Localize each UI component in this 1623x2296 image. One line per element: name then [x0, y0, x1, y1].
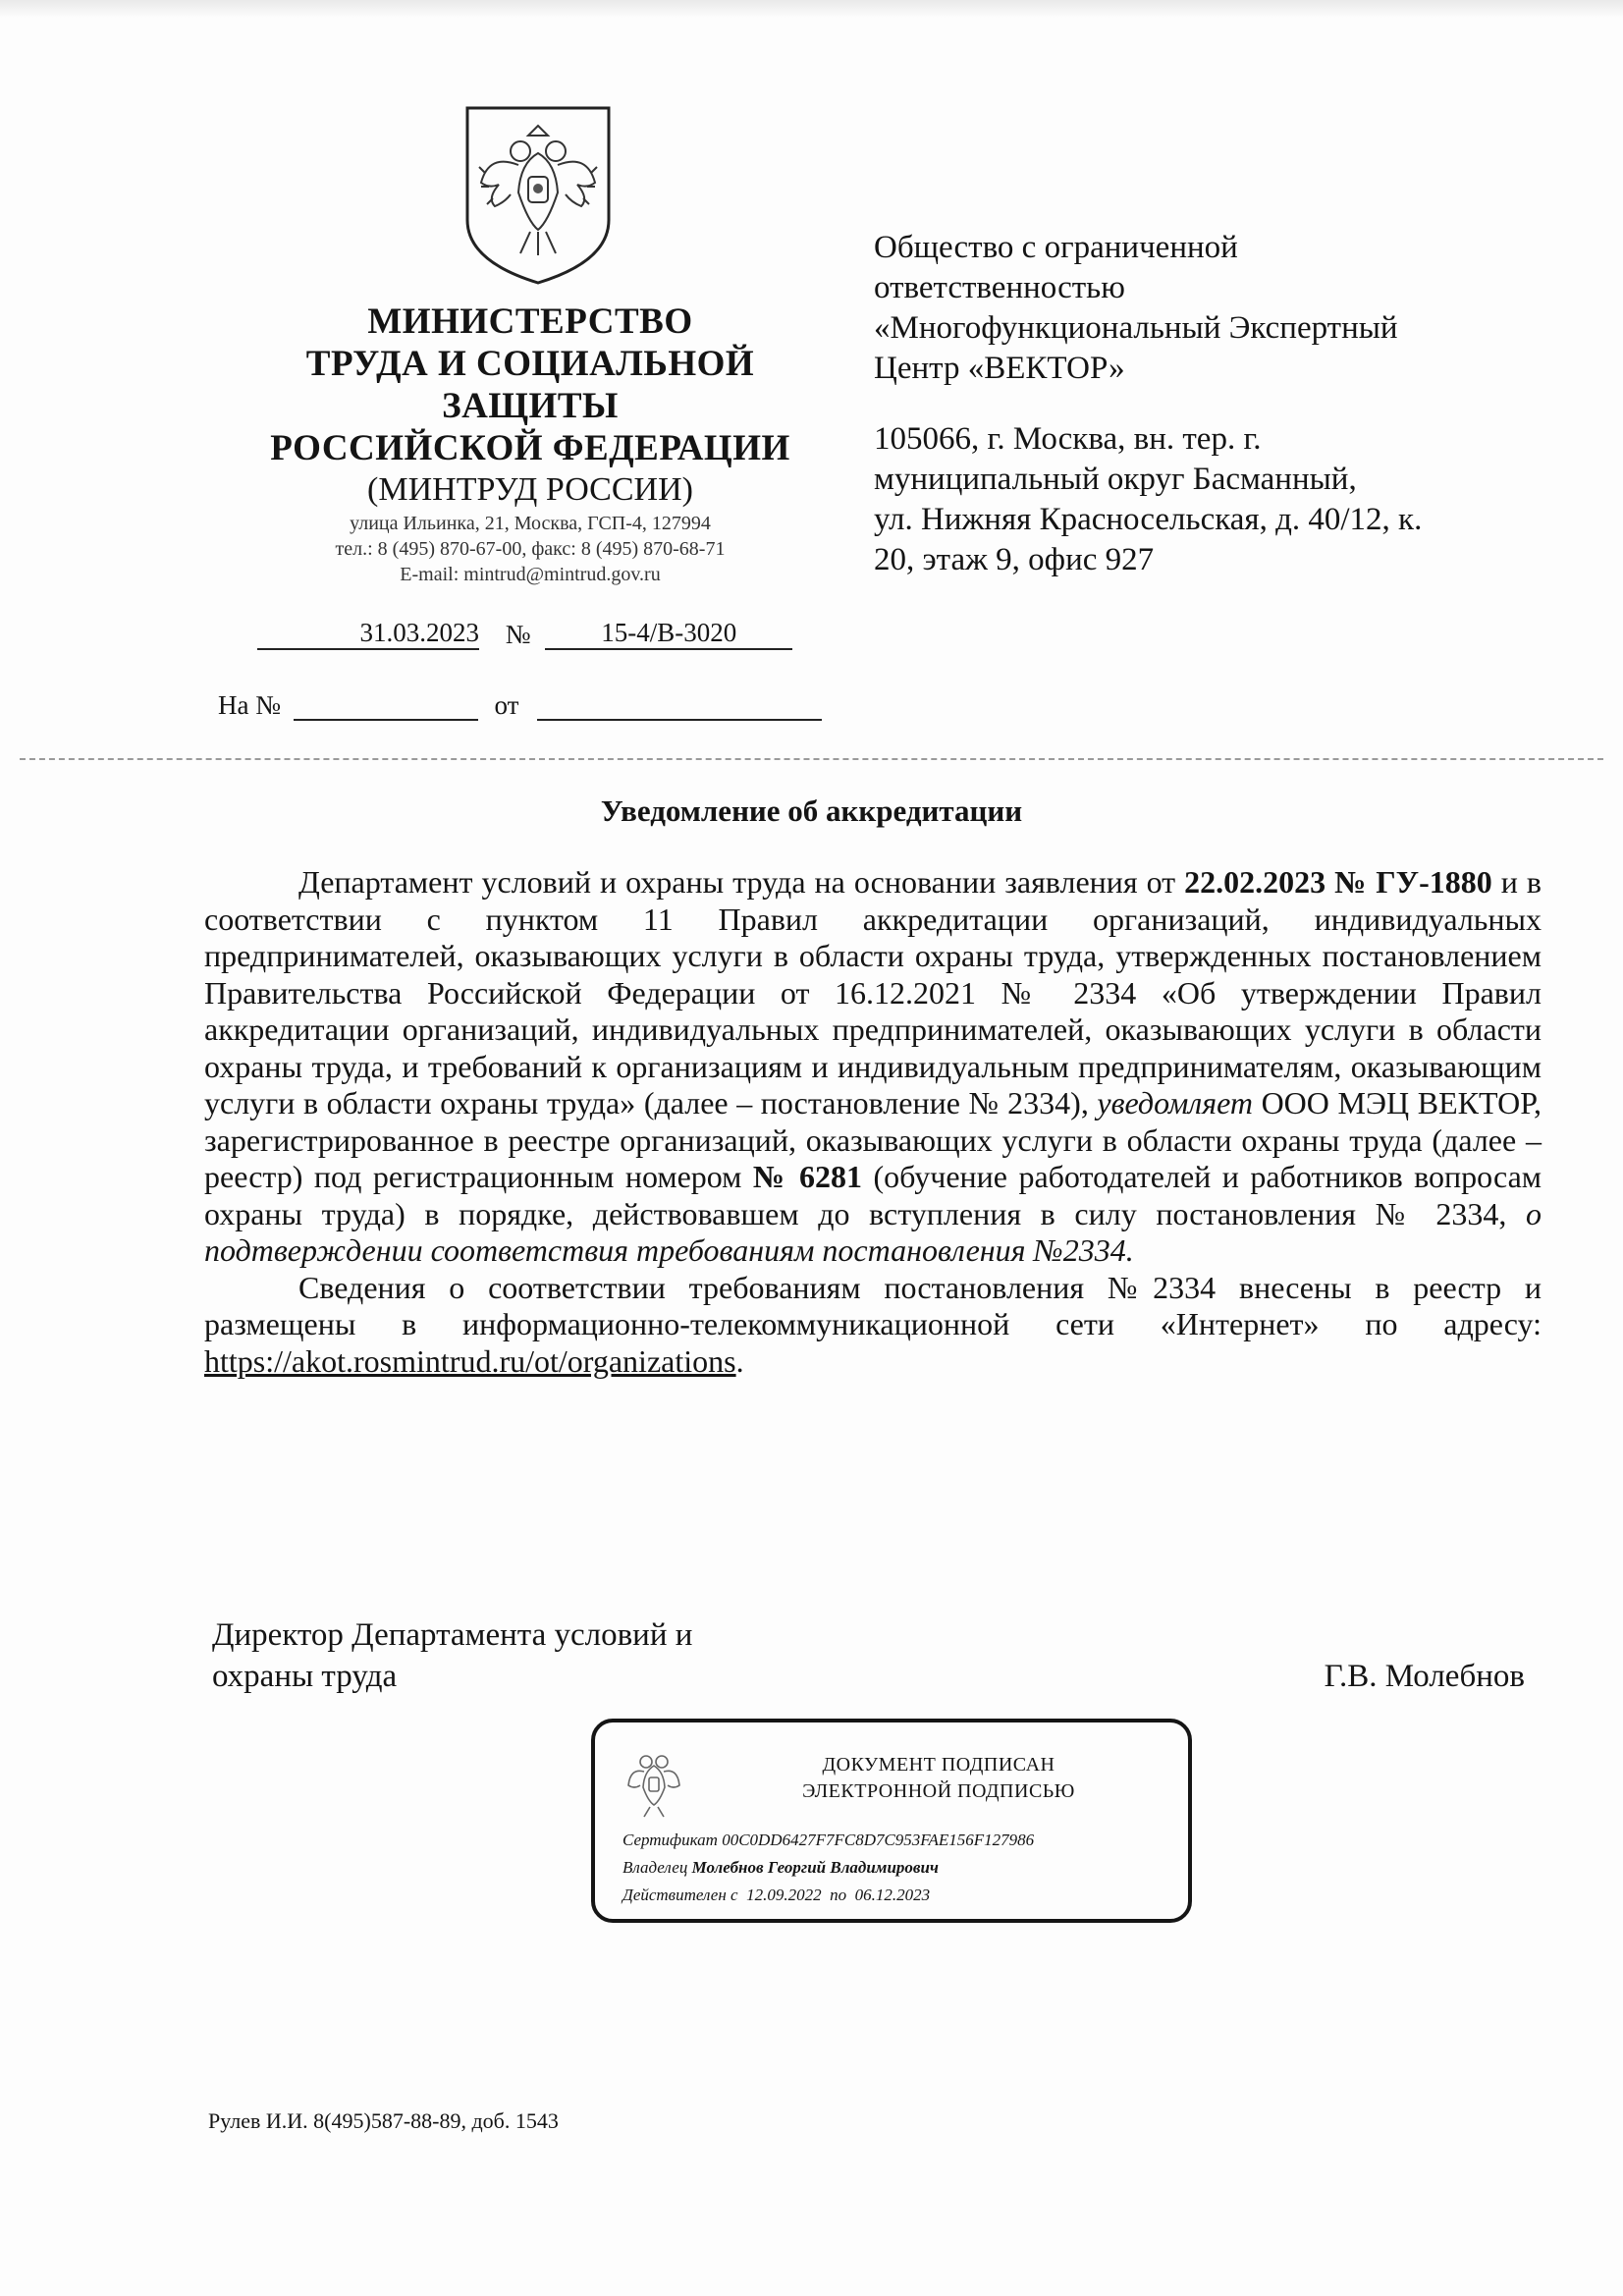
stamp-valid-to: 06.12.2023: [854, 1886, 931, 1904]
stamp-certificate-label: Сертификат: [622, 1831, 718, 1849]
ministry-email: E-mail: mintrud@mintrud.gov.ru: [400, 564, 661, 585]
fold-line-divider: [20, 758, 1603, 760]
recipient-name-line: Общество с ограниченной: [874, 230, 1238, 265]
notice-text: ООО МЭЦ ВЕКТОР, зарегистрированное в реестре организаций, оказывающих услуги в области охраны труда (далее – реестр) под регистрационным номером: [204, 1085, 1542, 1194]
recipient-address-line: муниципальный округ Басманный,: [874, 462, 1357, 497]
stamp-certificate-row: [622, 1827, 1172, 1854]
stamp-title-line: ДОКУМЕНТ ПОДПИСАН: [822, 1754, 1055, 1776]
registry-number: № 6281: [752, 1159, 863, 1194]
notice-text: и в соответствии с пунктом 11 Правил аккредитации организаций, индивидуальных предпринимателей, оказывающих услуги в области охраны труда, утвержденных постановлением Правительства Российской Федерации от 16.12.2021 № 2334 «Об утверждении Правил аккредитации организаций, индивидуальных предпринимателей, оказывающих услуги в области охраны труда, и требований к организациям и индивидуальным предпринимателям, оказывающим услуги в области охраны труда» (далее – постановление № 2334),: [204, 864, 1542, 1121]
stamp-validity-row: [622, 1882, 1172, 1909]
registration-number-label: №: [505, 620, 531, 649]
stamp-owner-value: Молебнов Георгий Владимирович: [691, 1858, 939, 1877]
stamp-title-line: ЭЛЕКТРОННОЙ ПОДПИСЬЮ: [802, 1780, 1075, 1802]
notice-text: Департамент условий и охраны труда на основании заявления от: [298, 864, 1185, 900]
stamp-owner-label: Владелец: [622, 1858, 688, 1877]
recipient-block: [874, 228, 1522, 580]
notice-text: (обучение работодателей и работников вопросам охраны труда) в порядке, действовавшем до вступления в силу постановления № 2334,: [204, 1159, 1542, 1231]
notice-text: Сведения о соответствии требованиям постановления №2334 внесены в реестр и размещены в информационно-телекоммуникационной сети «Интернет» по адресу:: [204, 1269, 1542, 1341]
reply-number-label: На №: [218, 690, 281, 720]
recipient-address-line: ул. Нижняя Красносельская, д. 40/12, к.: [874, 502, 1423, 537]
recipient-address-line: 105066, г. Москва, вн. тер. г.: [874, 421, 1262, 457]
stamp-valid-from: 12.09.2022: [746, 1886, 822, 1904]
signer-name: Г.В. Молебнов: [1324, 1659, 1525, 1694]
notice-body: [204, 864, 1542, 1380]
ministry-header: [236, 301, 825, 587]
ministry-name-line-3: ЗАЩИТЫ: [442, 386, 619, 426]
stamp-valid-to-label: по: [830, 1886, 847, 1904]
registration-number: 15-4/В-3020: [545, 617, 792, 650]
recipient-name-line: Центр «ВЕКТОР»: [874, 351, 1125, 386]
stamp-certificate-value: 00C0DD6427F7FC8D7C953FAE156F127986: [722, 1831, 1035, 1849]
recipient-name-line: ответственностью: [874, 270, 1125, 305]
signer-position-line: охраны труда: [212, 1659, 398, 1694]
application-reference: 22.02.2023 № ГУ-1880: [1184, 864, 1492, 900]
notice-verb: уведомляет: [1097, 1085, 1253, 1121]
recipient-address-line: 20, этаж 9, офис 927: [874, 542, 1155, 577]
notice-title: Уведомление об аккредитации: [600, 793, 1023, 828]
stamp-details: [622, 1827, 1172, 1909]
reply-date-blank: [537, 687, 822, 721]
registration-date: 31.03.2023: [257, 617, 479, 650]
notice-paragraph-2: [204, 1270, 1542, 1381]
notice-text: .: [735, 1342, 744, 1379]
registration-line: [257, 617, 792, 650]
ministry-name-line-2: ТРУДА И СОЦИАЛЬНОЙ: [305, 344, 755, 384]
ministry-phones: тел.: 8 (495) 870-67-00, факс: 8 (495) 870-68-71: [335, 538, 726, 560]
registry-link[interactable]: https://akot.rosmintrud.ru/ot/organizations: [204, 1342, 736, 1379]
ministry-name-line-1: МИНИСТЕРСТВО: [367, 301, 693, 342]
stamp-emblem-icon: [624, 1748, 683, 1819]
executor-contact: Рулев И.И. 8(495)587-88-89, доб. 1543: [208, 2108, 559, 2133]
recipient-spacer: [874, 389, 1522, 419]
electronic-signature-stamp: [591, 1719, 1192, 1923]
notice-conclusion: о подтверждении соответствия требованиям постановления №2334.: [204, 1195, 1542, 1268]
ministry-address: улица Ильинка, 21, Москва, ГСП-4, 127994: [350, 513, 711, 534]
ministry-name-line-4: РОССИЙСКОЙ ФЕДЕРАЦИИ: [270, 428, 790, 468]
signer-position: [212, 1614, 692, 1697]
notice-paragraph-1: [204, 864, 1542, 1270]
reply-reference: [218, 687, 822, 721]
signer-position-line: Директор Департамента условий и: [212, 1617, 693, 1653]
reply-from-label: от: [494, 690, 519, 720]
stamp-valid-label: Действителен с: [622, 1886, 738, 1904]
recipient-name-line: «Многофункциональный Экспертный: [874, 310, 1398, 346]
ministry-abbreviation: (МИНТРУД РОССИИ): [367, 471, 693, 508]
stamp-title: [713, 1752, 1164, 1805]
stamp-owner-row: [622, 1854, 1172, 1882]
scan-edge: [0, 0, 1623, 18]
coat-of-arms-emblem: [460, 104, 617, 287]
reply-number-blank: [294, 687, 478, 721]
